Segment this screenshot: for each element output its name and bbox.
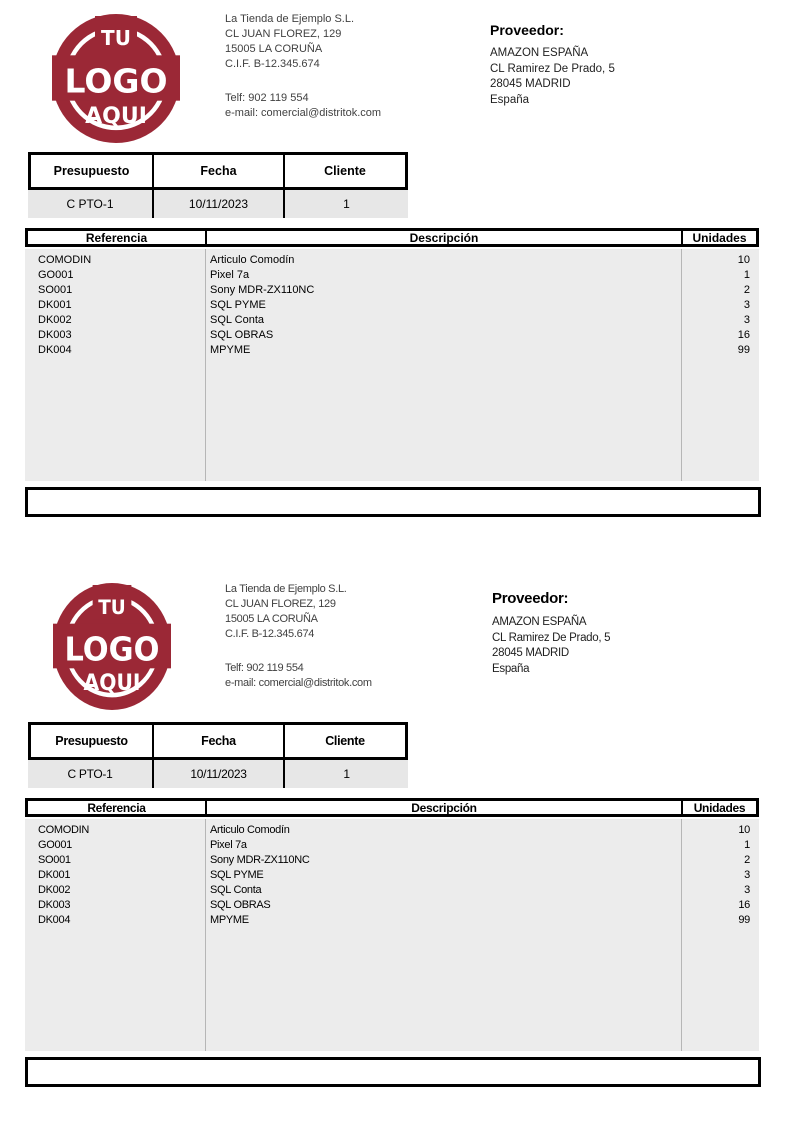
items-header-row xyxy=(25,798,759,817)
supplier-country: España xyxy=(490,93,530,106)
item-ref: DK004 xyxy=(38,344,72,356)
item-ref: DK001 xyxy=(38,869,71,881)
summary-header-row xyxy=(28,152,408,190)
summary-header-fecha: Fecha xyxy=(152,155,283,187)
items-header-referencia: Referencia xyxy=(85,230,148,245)
logo-line-2: LOGO xyxy=(64,61,168,101)
column-separator xyxy=(205,819,206,1051)
table-row xyxy=(25,913,759,928)
item-desc: Sony MDR-ZX110NC xyxy=(210,854,310,866)
footer-total-box xyxy=(25,1057,761,1087)
item-ref: GO001 xyxy=(38,269,74,281)
supplier-country: España xyxy=(492,662,530,675)
items-header-row xyxy=(25,228,759,247)
spacer xyxy=(225,642,372,661)
supplier-city: 28045 MADRID xyxy=(490,78,571,90)
footer-total-box xyxy=(25,487,761,517)
item-units: 16 xyxy=(737,329,750,341)
company-logo xyxy=(52,14,180,143)
item-desc: SQL PYME xyxy=(210,869,264,881)
company-cif: C.I.F. B-12.345.674 xyxy=(225,58,320,70)
table-row xyxy=(25,823,759,838)
summary-value-presupuesto: C PTO-1 xyxy=(67,767,113,781)
table-row xyxy=(25,253,759,268)
item-units: 3 xyxy=(743,299,750,311)
item-desc: Pixel 7a xyxy=(210,269,250,281)
item-desc: Sony MDR-ZX110NC xyxy=(210,284,315,296)
item-ref: COMODIN xyxy=(38,824,90,836)
column-separator xyxy=(681,249,682,481)
company-street: CL JUAN FLOREZ, 129 xyxy=(225,28,342,40)
item-units: 2 xyxy=(743,284,750,296)
item-units: 3 xyxy=(744,869,750,881)
table-row xyxy=(25,283,759,298)
item-desc: MPYME xyxy=(210,344,251,356)
supplier-street: CL Ramirez De Prado, 5 xyxy=(492,631,611,644)
table-row xyxy=(25,868,759,883)
company-email: e-mail: comercial@distritok.com xyxy=(225,677,372,689)
logo-line-1: TU xyxy=(98,595,126,619)
item-desc: Articulo Comodín xyxy=(210,254,295,266)
summary-value-fecha: 10/11/2023 xyxy=(152,190,283,218)
supplier-name: AMAZON ESPAÑA xyxy=(492,616,587,628)
spacer xyxy=(225,72,381,91)
item-units: 99 xyxy=(738,914,750,926)
item-units: 3 xyxy=(744,884,750,896)
table-row xyxy=(25,898,759,913)
table-row xyxy=(25,838,759,853)
company-city: 15005 LA CORUÑA xyxy=(225,43,323,55)
item-desc: SQL Conta xyxy=(210,884,262,896)
company-phone: Telf: 902 119 554 xyxy=(225,92,309,104)
items-table-body xyxy=(25,819,759,1051)
item-desc: SQL Conta xyxy=(210,314,265,326)
summary-value-presupuesto: C PTO-1 xyxy=(66,197,114,211)
summary-value-fecha: 10/11/2023 xyxy=(152,760,283,788)
company-name: La Tienda de Ejemplo S.L. xyxy=(225,583,347,595)
company-email: e-mail: comercial@distritok.com xyxy=(225,107,382,119)
item-desc: SQL PYME xyxy=(210,299,266,311)
budget-document-copy-2 xyxy=(0,570,795,1132)
summary-header-cliente: Cliente xyxy=(283,155,405,187)
table-row xyxy=(25,298,759,313)
supplier-block xyxy=(490,22,615,108)
item-ref: SO001 xyxy=(38,854,71,866)
item-ref: GO001 xyxy=(38,839,72,851)
table-row xyxy=(25,268,759,283)
items-header-unidades: Unidades xyxy=(681,231,756,244)
items-header-unidades: Unidades xyxy=(681,801,756,814)
budget-document-copy-1 xyxy=(0,0,795,562)
supplier-name: AMAZON ESPAÑA xyxy=(490,47,589,59)
item-desc: Articulo Comodín xyxy=(210,824,290,836)
item-ref: DK001 xyxy=(38,299,72,311)
items-header-descripcion: Descripción xyxy=(205,231,681,244)
item-ref: DK003 xyxy=(38,329,72,341)
supplier-city: 28045 MADRID xyxy=(492,647,569,659)
item-ref: DK003 xyxy=(38,899,71,911)
summary-value-cliente: 1 xyxy=(283,760,408,788)
item-units: 10 xyxy=(738,824,750,836)
item-units: 10 xyxy=(737,254,750,266)
company-phone: Telf: 902 119 554 xyxy=(225,662,304,674)
items-header-descripcion: Descripción xyxy=(205,801,681,814)
item-units: 2 xyxy=(744,854,750,866)
item-ref: DK002 xyxy=(38,314,72,326)
summary-value-row xyxy=(28,760,408,788)
table-row xyxy=(25,883,759,898)
logo-line-2: LOGO xyxy=(64,631,160,669)
company-street: CL JUAN FLOREZ, 129 xyxy=(225,598,336,610)
column-separator xyxy=(681,819,682,1051)
summary-header-fecha: Fecha xyxy=(152,725,283,757)
item-ref: SO001 xyxy=(38,284,73,296)
item-units: 1 xyxy=(743,269,750,281)
table-row xyxy=(25,853,759,868)
summary-header-row xyxy=(28,722,408,760)
company-cif: C.I.F. B-12.345.674 xyxy=(225,628,315,640)
supplier-block xyxy=(492,590,610,677)
table-row xyxy=(25,313,759,328)
items-table-body xyxy=(25,249,759,481)
item-units: 99 xyxy=(737,344,750,356)
item-desc: Pixel 7a xyxy=(210,839,247,851)
logo-line-3: AQUI xyxy=(83,669,141,696)
summary-header-presupuesto: Presupuesto xyxy=(53,164,130,178)
supplier-street: CL Ramirez De Prado, 5 xyxy=(490,62,615,75)
items-header-referencia: Referencia xyxy=(87,800,146,815)
company-logo xyxy=(53,583,171,710)
column-separator xyxy=(205,249,206,481)
item-desc: SQL OBRAS xyxy=(210,329,274,341)
company-city: 15005 LA CORUÑA xyxy=(225,613,318,625)
logo-line-1: TU xyxy=(101,26,131,51)
supplier-title: Proveedor: xyxy=(490,22,564,38)
item-ref: COMODIN xyxy=(38,254,92,266)
company-info xyxy=(225,582,372,691)
summary-value-cliente: 1 xyxy=(283,190,408,218)
item-units: 3 xyxy=(743,314,750,326)
item-units: 1 xyxy=(744,839,750,851)
company-name: La Tienda de Ejemplo S.L. xyxy=(225,13,355,25)
item-ref: DK004 xyxy=(38,914,71,926)
logo-line-3: AQUI xyxy=(85,103,147,129)
company-info xyxy=(225,12,381,121)
supplier-title: Proveedor: xyxy=(492,590,569,607)
summary-header-cliente: Cliente xyxy=(283,725,405,757)
summary-header-presupuesto: Presupuesto xyxy=(55,734,128,748)
table-row xyxy=(25,328,759,343)
item-ref: DK002 xyxy=(38,884,71,896)
item-desc: MPYME xyxy=(210,914,249,926)
summary-value-row xyxy=(28,190,408,218)
item-units: 16 xyxy=(738,899,750,911)
table-row xyxy=(25,343,759,358)
item-desc: SQL OBRAS xyxy=(210,899,271,911)
